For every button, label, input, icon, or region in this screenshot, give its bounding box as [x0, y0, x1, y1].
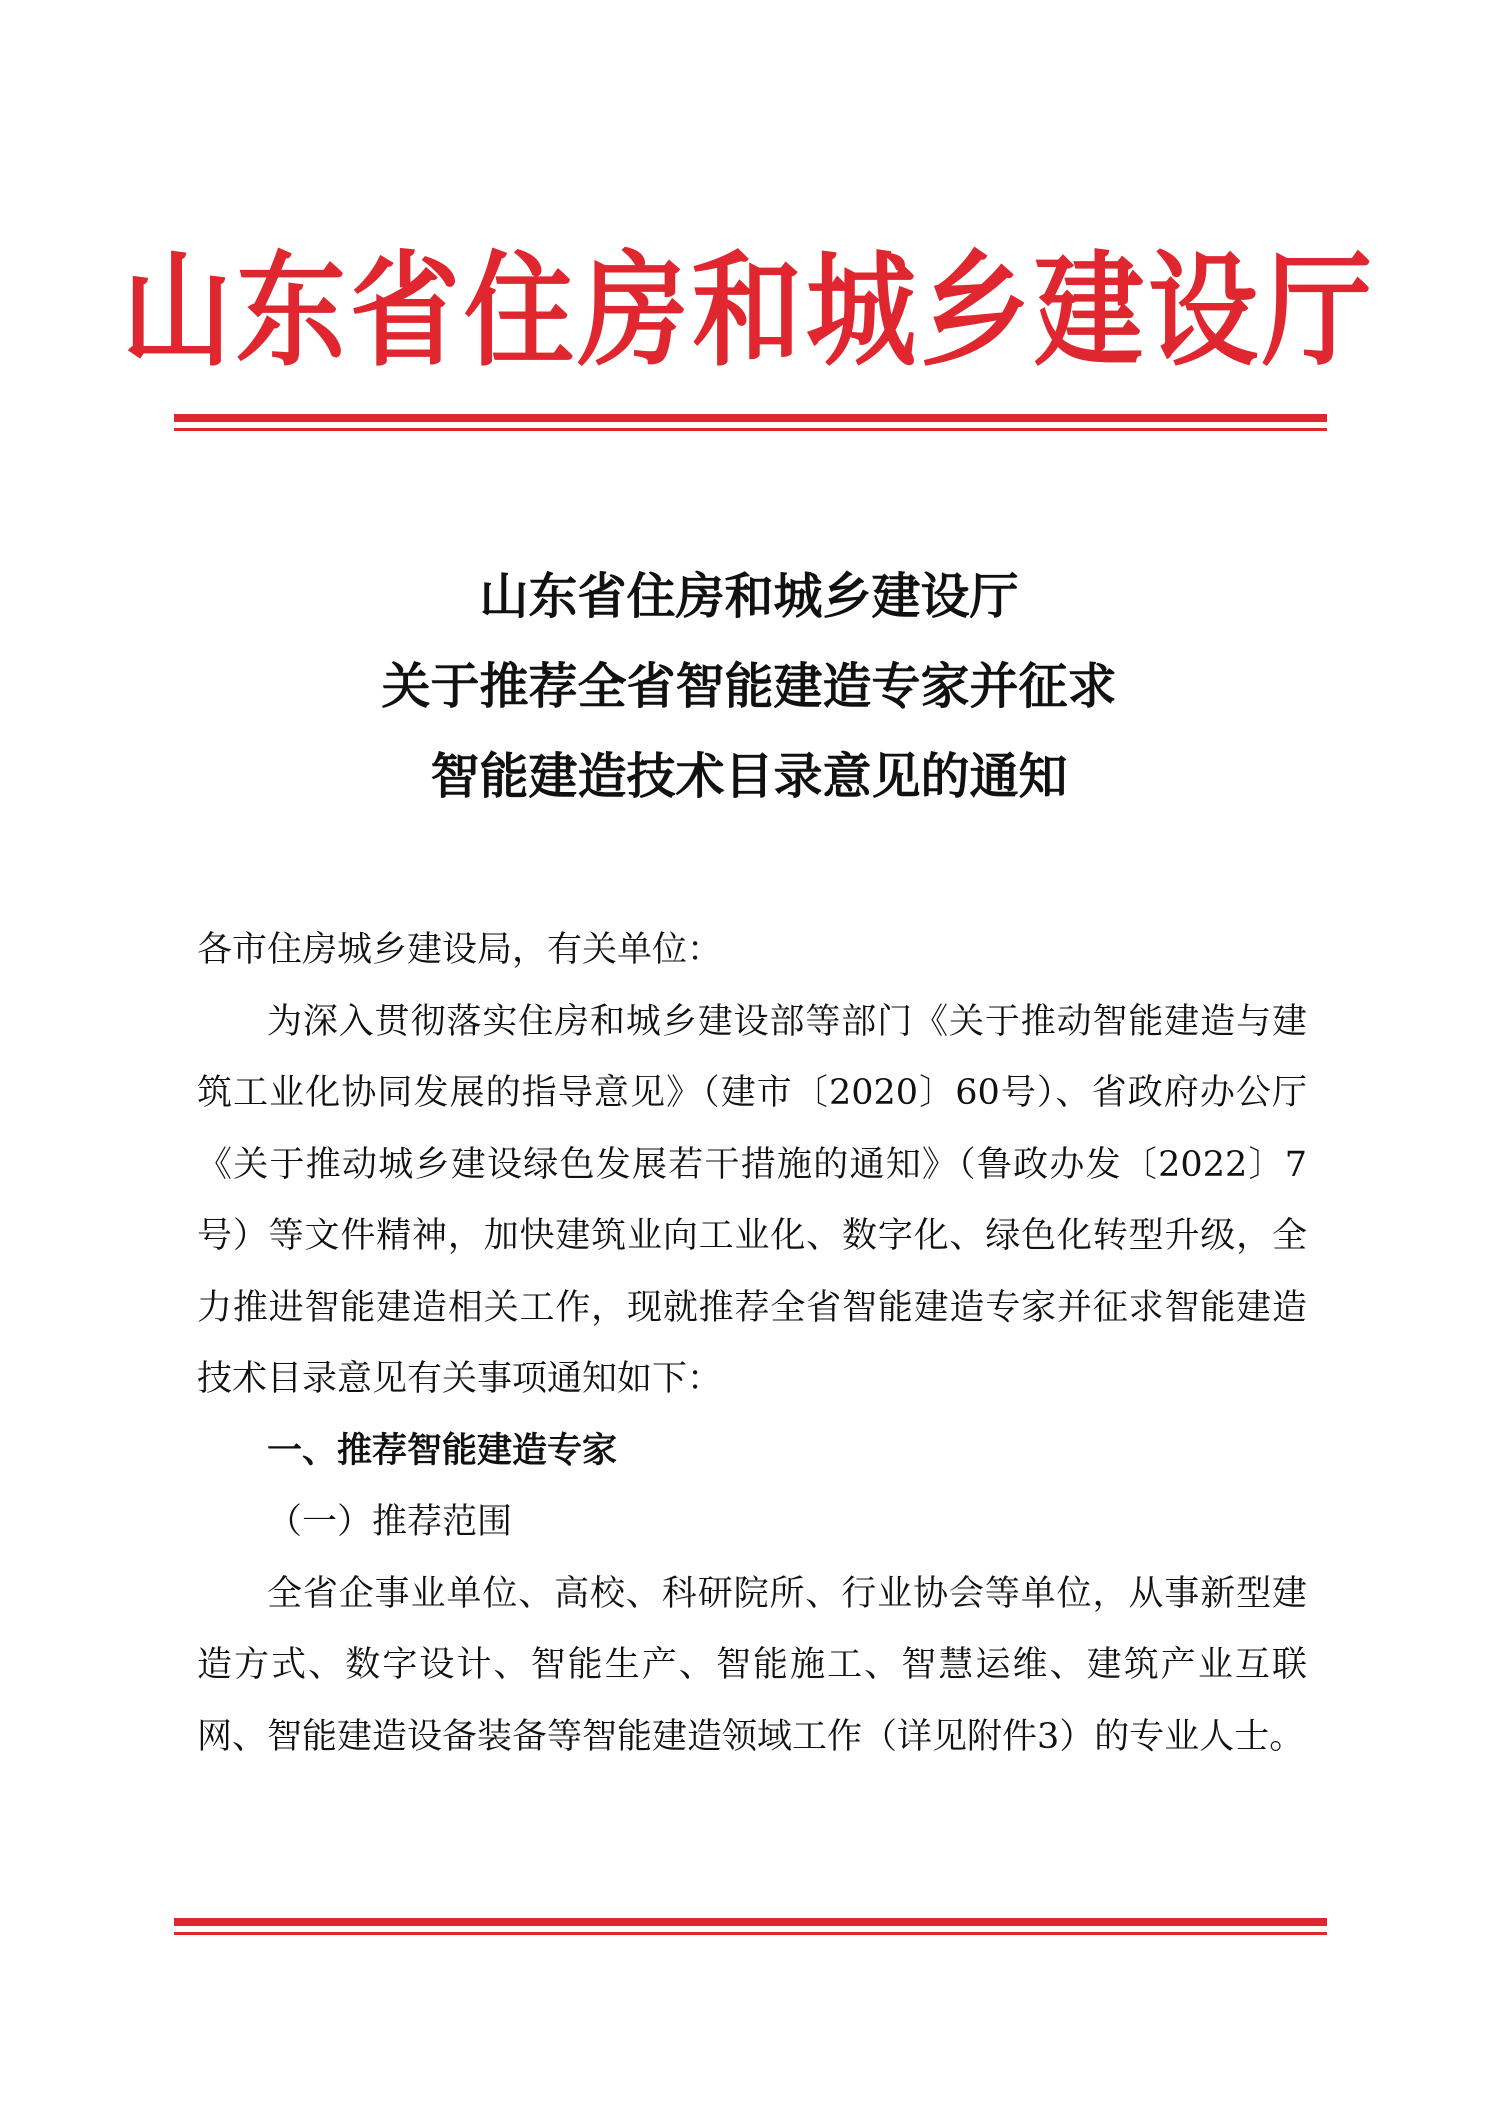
- subsection-heading: （一）推荐范围: [267, 1502, 513, 1542]
- footer-thin-line: [174, 1932, 1327, 1935]
- masthead-divider: [174, 414, 1327, 431]
- divider-thick-line: [174, 414, 1327, 422]
- document-body: [197, 915, 1307, 1773]
- masthead-title: 山东省住房和城乡建设厅: [122, 239, 1376, 383]
- title-line-1: 山东省住房和城乡建设厅: [479, 568, 1019, 625]
- intro-paragraph: 为深入贯彻落实住房和城乡建设部等部门《关于推动智能建造与建筑工业化协同发展的指导意见》（建市〔2020〕60号）、省政府办公厅《关于推动城乡建设绿色发展若干措施的通知》（鲁政办发〔2022〕7号）等文件精神，加快建筑业向工业化、数字化、绿色化转型升级，全力推进智能建造相关工作，现就推荐全省智能建造专家并征求智能建造技术目录意见有关事项通知如下：: [197, 1001, 1307, 1399]
- document-title: [0, 552, 1498, 822]
- divider-thin-line: [174, 428, 1327, 431]
- section-heading: 一、推荐智能建造专家: [267, 1430, 618, 1471]
- footer-thick-line: [174, 1918, 1327, 1926]
- footer-divider: [174, 1918, 1327, 1935]
- title-line-2: 关于推荐全省智能建造专家并征求: [381, 658, 1117, 715]
- scope-paragraph: 全省企事业单位、高校、科研院所、行业协会等单位，从事新型建造方式、数字设计、智能生产、智能施工、智慧运维、建筑产业互联网、智能建造设备装备等智能建造领域工作（详见附件3）的专业人士。: [197, 1573, 1307, 1757]
- title-line-3: 智能建造技术目录意见的通知: [430, 748, 1068, 805]
- salutation: 各市住房城乡建设局，有关单位：: [197, 930, 723, 970]
